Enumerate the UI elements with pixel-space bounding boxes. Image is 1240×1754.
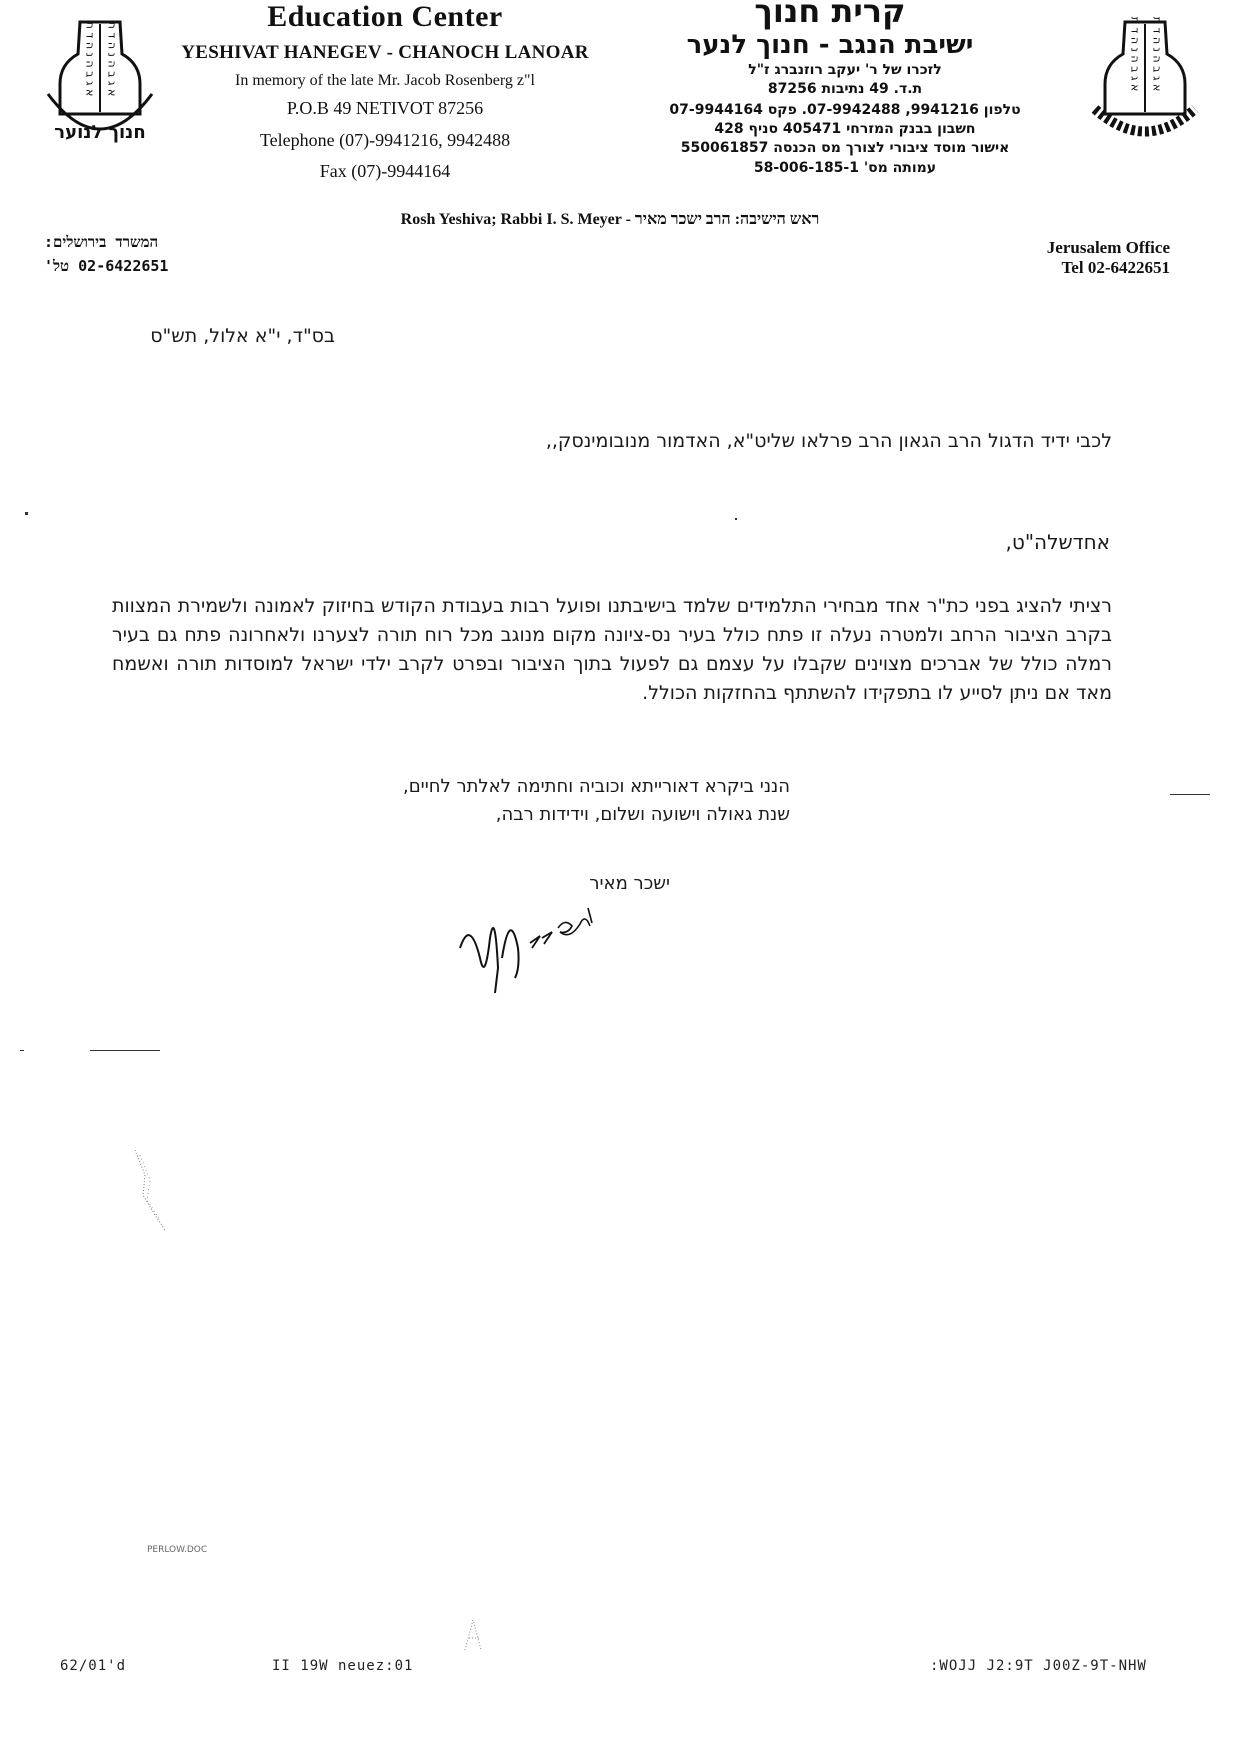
logo-right-letters-right: א ג ב ה נ ה ד ת — [1150, 16, 1164, 92]
fax-footer-center: II 19W neuez:01 — [272, 1658, 414, 1674]
jerusalem-office-en-label: Jerusalem Office — [1046, 238, 1170, 257]
letterhead-subtitle-he: ישיבת הנגב - חנוך לנער — [686, 30, 974, 60]
handwritten-signature — [440, 888, 620, 998]
letterhead-telephone-en: Telephone (07)-9941216, 9942488 — [259, 130, 511, 150]
fax-footer-right: :WOJJ J2:9T J00Z-9T-NHW — [930, 1658, 1147, 1674]
letter-addressee: לכבי ידיד הדגול הרב הגאון הרב פרלאו שליט"א, האדמור מנובומינסק,, — [545, 430, 1112, 452]
scan-artifact — [25, 512, 28, 515]
jerusalem-office-he — [44, 230, 224, 278]
letterhead-subtitle-en: YESHIVAT HANEGEV - CHANOCH LANOAR — [181, 42, 589, 63]
rosh-yeshiva-line: Rosh Yeshiva; Rabbi I. S. Meyer - ראש הישיבה: הרב ישכר מאיר — [400, 211, 820, 228]
logo-letters-left: א ג ב ה נ ה ד ת — [83, 21, 97, 97]
scan-artifact — [20, 1050, 24, 1051]
jerusalem-office-en-tel: Tel 02-6422651 — [1061, 258, 1170, 277]
scan-noise — [455, 1610, 495, 1660]
logo-letters-right: א ג ב ה נ ה ד ת — [105, 21, 119, 97]
letter-date: בס"ד, י"א אלול, תש"ס — [150, 325, 335, 347]
scan-artifact — [90, 1050, 160, 1051]
logo-arc-text: חנוך לנוער — [54, 122, 146, 143]
letter-closing-line-1: הנני ביקרא דאורייתא וכוביה וחתימה לאלתר לחיים, — [403, 776, 790, 797]
letterhead-phones-he: טלפון 9941216, 07-9942488. פקס 07-9944164 — [669, 102, 1021, 118]
letterhead-title-he: קרית חנוך — [754, 0, 906, 30]
letterhead-bank-he: חשבון בבנק המזרחי 405471 סניף 428 — [714, 121, 976, 137]
jerusalem-office-he-label: המשרד בירושלים: — [44, 233, 159, 251]
letterhead-pob-he: ת.ד. 49 נתיבות 87256 — [767, 81, 923, 97]
letterhead-fax-en: Fax (07)-9944164 — [319, 161, 451, 181]
letter-closing-line-2: שנת גאולה וישועה ושלום, וידידות רבה, — [495, 804, 790, 825]
logo-right-letters-left: א ג ב ה נ ה ד ת — [1128, 16, 1142, 92]
letterhead-memorial-en: In memory of the late Mr. Jacob Rosenberg z"l — [235, 72, 535, 89]
signature-printed-name: ישכר מאיר — [589, 873, 670, 894]
file-label: PERLOW.DOC — [147, 1545, 208, 1555]
scan-artifact — [735, 518, 737, 520]
letterhead-approval-he: אישור מוסד ציבורי לצורך מס הכנסה 550061857 — [680, 140, 1010, 156]
scan-noise — [125, 1145, 185, 1235]
letter-greeting: אחדשלה"ט, — [1005, 530, 1110, 554]
jerusalem-office-he-tel: 02-6422651 טל' — [44, 257, 169, 275]
letterhead-title-en: Education Center — [267, 0, 503, 33]
letterhead-memorial-he: לזכרו של ר' יעקב רוזנברג ז"ל — [748, 62, 942, 78]
yeshiva-logo-right — [1085, 14, 1205, 144]
yeshiva-logo-left — [40, 14, 160, 144]
letter-closing — [403, 773, 790, 829]
scan-artifact — [1170, 794, 1210, 795]
letter-body-paragraph: רציתי להציג בפני כת"ר אחד מבחירי התלמידים שלמד בישיבתנו ופועל רבות בעבודת הקודש בחיזוק לאמונה ולשמירת המצוות בקרב הציבור הרחב ולמטרה נעלה זו פתח כולל בעיר נס-ציונה מקום מנוגב מכל רוח תורה לצערנו ולאחרונה פתח גם בעיר רמלה כולל של אברכים מצוינים שקבלו על עצמם גם לפעול בתוך הציבור ובפרט לקרב ילדי ישראל למוסדות תורה ואשמח מאד אם ניתן לסייע לו בתפקידו להשתתף בהחזקות הכולל. — [112, 595, 1112, 704]
fax-footer-left: 62/01'd — [60, 1658, 127, 1674]
letterhead-amuta-he: עמותה מס' 58-006-185-1 — [753, 160, 937, 176]
jerusalem-office-en — [1047, 238, 1170, 278]
letterhead-pob-en: P.O.B 49 NETIVOT 87256 — [286, 98, 484, 118]
